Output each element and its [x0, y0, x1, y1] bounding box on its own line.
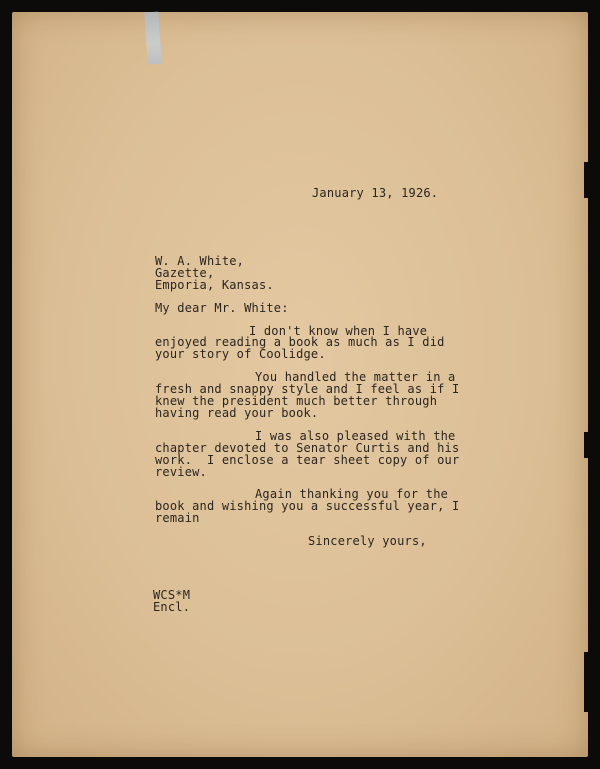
- paragraph-line: I don't know when I have: [249, 324, 428, 338]
- paragraph-line: review.: [155, 465, 207, 479]
- closing: Sincerely yours,: [308, 534, 427, 548]
- enclosure-note: Encl.: [153, 600, 191, 614]
- paragraph-line: work. I enclose a tear sheet copy of our: [155, 453, 460, 467]
- letter-page: [12, 12, 588, 757]
- paragraph-line: I was also pleased with the: [255, 429, 456, 443]
- paragraph-line: your story of Coolidge.: [155, 347, 326, 361]
- paragraph-line: having read your book.: [155, 406, 319, 420]
- paragraph-line: chapter devoted to Senator Curtis and his: [155, 441, 460, 455]
- salutation: My dear Mr. White:: [155, 301, 289, 315]
- letter-body: [12, 12, 588, 757]
- paragraph-line: enjoyed reading a book as much as I did: [155, 335, 445, 349]
- paragraph-line: Again thanking you for the: [255, 487, 449, 501]
- address-line: W. A. White,: [155, 254, 245, 268]
- address-line: Gazette,: [155, 266, 215, 280]
- address-line: Emporia, Kansas.: [155, 278, 274, 292]
- paragraph-line: You handled the matter in a: [255, 370, 456, 384]
- paragraph-line: fresh and snappy style and I feel as if I: [155, 382, 460, 396]
- paragraph-line: knew the president much better through: [155, 394, 438, 408]
- paragraph-line: remain: [155, 511, 200, 525]
- typist-initials: WCS*M: [153, 588, 191, 602]
- paragraph-line: book and wishing you a successful year, I: [155, 499, 460, 513]
- letter-date: January 13, 1926.: [312, 186, 439, 200]
